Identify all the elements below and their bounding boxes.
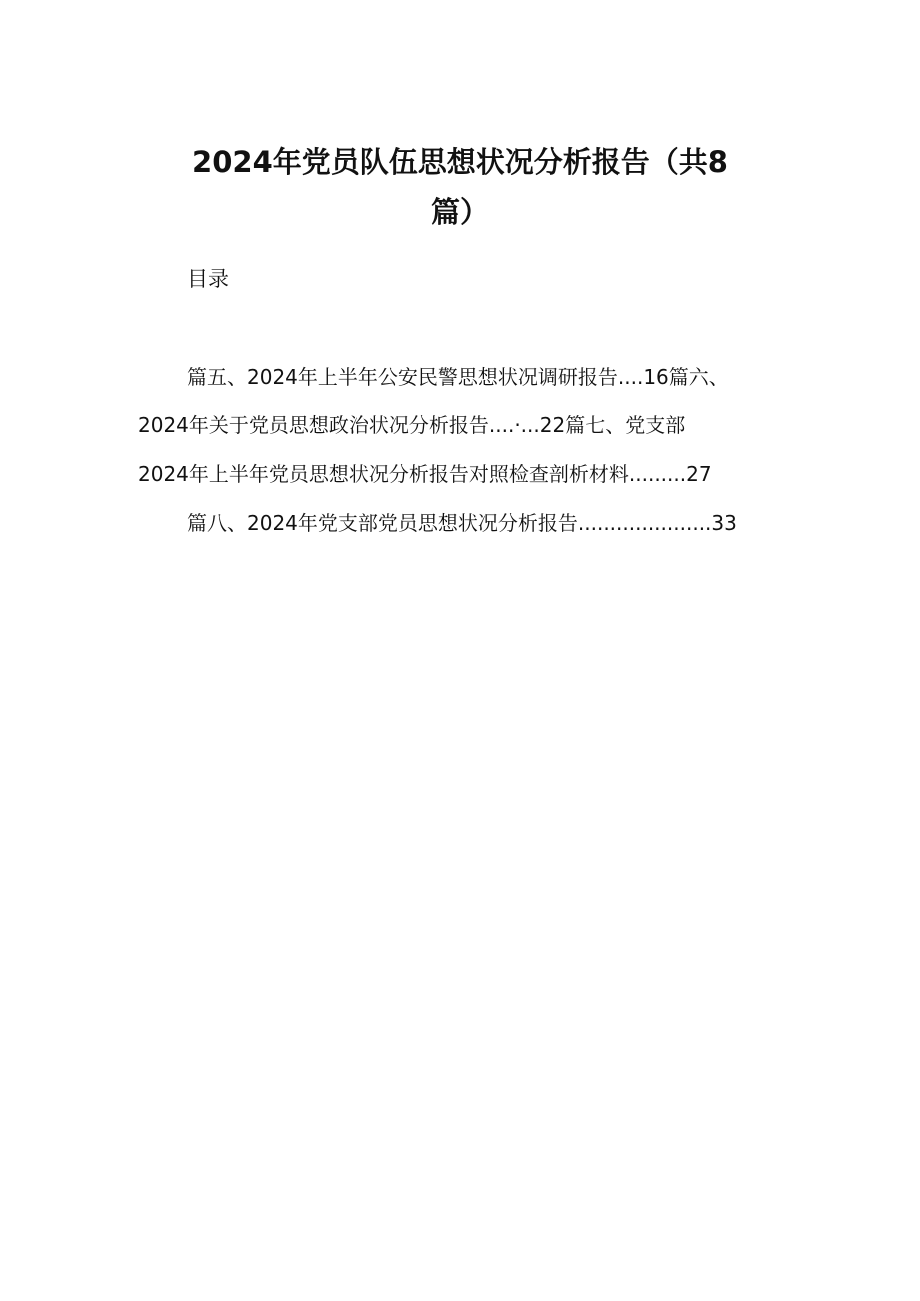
toc-line: 2024年关于党员思想政治状况分析报告....·...22篇七、党支部 bbox=[138, 413, 686, 437]
toc-line: 2024年上半年党员思想状况分析报告对照检查剖析材料.........27 bbox=[138, 462, 712, 486]
document-title-line-1: 2024年党员队伍思想状况分析报告（共8 bbox=[192, 145, 728, 179]
document-title-line-2: 篇） bbox=[430, 195, 489, 229]
toc-line: 篇八、2024年党支部党员思想状况分析报告.....................33 bbox=[187, 511, 737, 535]
toc-heading: 目录 bbox=[187, 267, 229, 291]
toc-line: 篇五、2024年上半年公安民警思想状况调研报告....16篇六、 bbox=[187, 365, 729, 389]
